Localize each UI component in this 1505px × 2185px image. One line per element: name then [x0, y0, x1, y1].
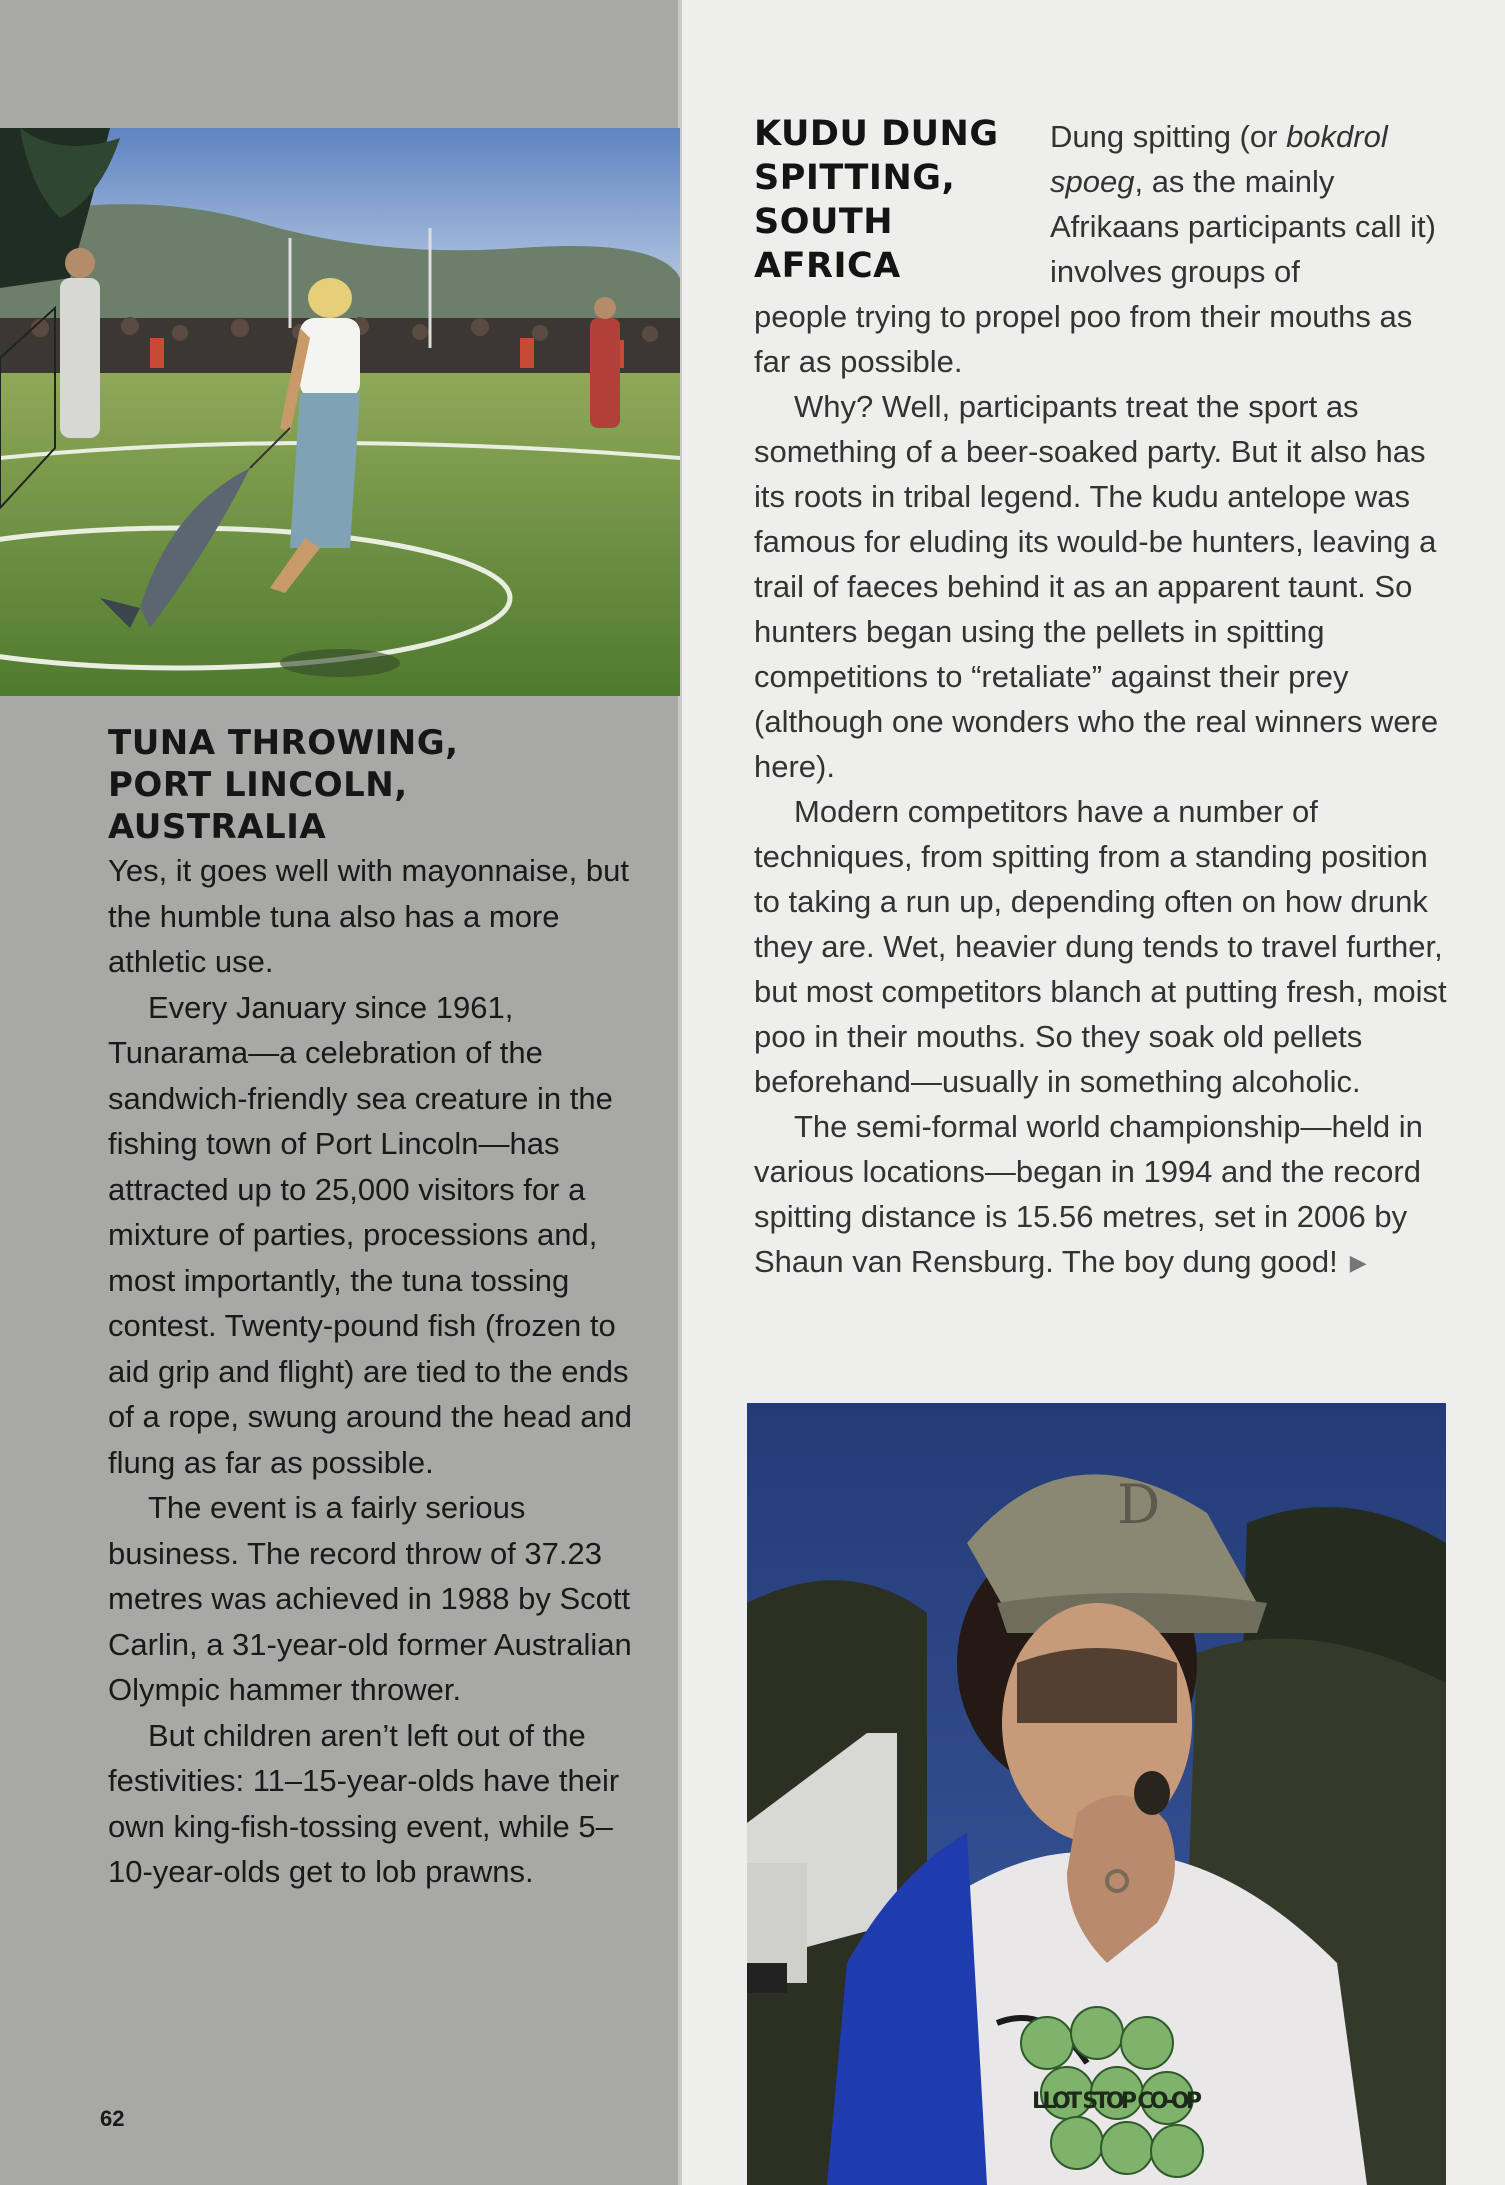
kudu-dung-article: [754, 112, 1454, 1285]
tuna-paragraph-2: Every January since 1961, Tunarama—a celebration of the sandwich-friendly sea creature in the fishing town of Port Lincoln—has attracted up to 25,000 visitors for a mixture of parties, processions and, most importantly, the tuna tossing contest. Twenty-pound fish (frozen to aid grip and flight) are tied to the ends of a rope, swung around the head and flung as far as possible.: [108, 989, 632, 1480]
kudu-intro: [1050, 112, 1454, 294]
dung-spitting-photo: [747, 1403, 1446, 2185]
tuna-paragraph-1: Yes, it goes well with mayonnaise, but the humble tuna also has a more athletic use.: [108, 853, 629, 979]
tuna-throwing-article: [108, 722, 648, 1895]
kudu-paragraph-3: [754, 1104, 1454, 1285]
kudu-dung-heading: [754, 112, 1050, 288]
intro-italic-term: bokdrol spoeg: [1050, 119, 1388, 199]
tshirt-print-text: LLOT STOP CO-OP: [1032, 2089, 1202, 2114]
kudu-paragraph-2: Modern competitors have a number of techniques, from spitting from a standing position to taking a run up, depending often on how drunk they are. Wet, heavier dung tends to travel further, but most competitors blanch at putting fresh, moist poo in their mouths. So they soak old pellets beforehand—usually in something alcoholic.: [754, 794, 1447, 1099]
kudu-intro-continued: people trying to propel poo from their mouths as far as possible.: [754, 299, 1413, 379]
kudu-paragraph-3-text: The semi-formal world championship—held in various locations—began in 1994 and the record spitting distance is 15.56 metres, set in 2006 by Shaun van Rensburg. The boy dung good!: [754, 1109, 1423, 1279]
kudu-heading-block: [754, 112, 1454, 294]
heading-line: SOUTH: [754, 202, 894, 242]
play-arrow-icon: ▶: [1349, 1250, 1367, 1275]
kudu-paragraph-1: Why? Well, participants treat the sport as something of a beer-soaked party. But it also has its roots in tribal legend. The kudu antelope was famous for eluding its would-be hunters, leaving a trail of faeces behind it as an apparent taunt. So hunters began using the pellets in spitting competitions to “retaliate” against their prey (although one wonders who the real winners were here).: [754, 389, 1439, 784]
tuna-throwing-photo: [0, 128, 680, 696]
page-number: 62: [100, 2106, 125, 2131]
heading-line: SPITTING,: [754, 158, 956, 198]
tuna-paragraph-4: But children aren’t left out of the festivities: 11–15-year-olds have their own king-fish-tossing event, while 5–10-year-olds get to lob prawns.: [108, 1717, 620, 1889]
heading-line: AFRICA: [754, 246, 901, 286]
intro-text: , as the mainly Afrikaans participants call it) involves groups of: [1050, 164, 1436, 289]
intro-text: Dung spitting (or: [1050, 119, 1287, 154]
heading-line: KUDU DUNG: [754, 114, 999, 154]
heading-line: TUNA THROWING,: [108, 723, 459, 763]
heading-line: AUSTRALIA: [108, 807, 327, 847]
cap-logo-letter: D: [1117, 1473, 1161, 1536]
tuna-throwing-heading: [108, 722, 648, 848]
tuna-paragraph-3: The event is a fairly serious business. The record throw of 37.23 metres was achieved in 1988 by Scott Carlin, a 31-year-old former Australian Olympic hammer thrower.: [108, 1490, 632, 1707]
heading-line: PORT LINCOLN,: [108, 765, 408, 805]
